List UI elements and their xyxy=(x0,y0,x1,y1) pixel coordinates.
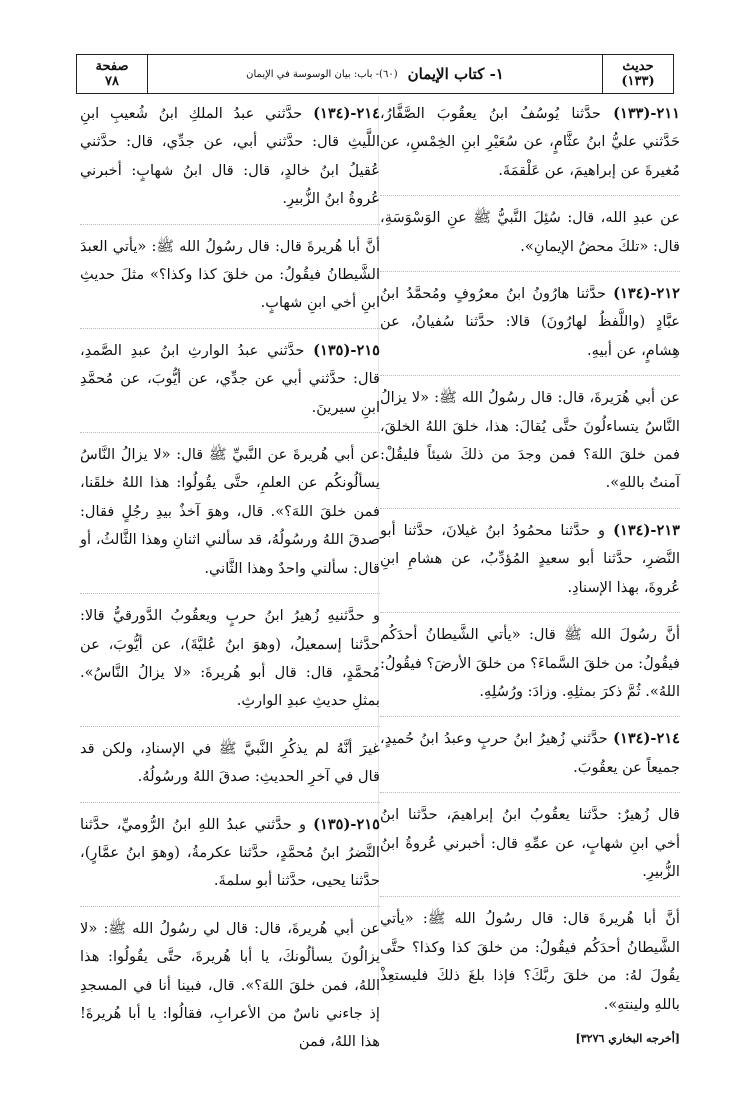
page-header xyxy=(76,54,674,94)
left-column xyxy=(80,100,380,1067)
divider xyxy=(80,432,380,433)
paragraph-text: أنَّ أبا هُريرةَ قال: قال رسُولُ الله ﷺ: «يأتي العبدَ الشَّيطانُ فيقُولُ: من خلقَ كذا وكذا؟» مثلَ حديثِ ابنِ أخي ابنِ شهابٍ. xyxy=(80,237,380,312)
paragraph-text: حدَّثني عبدُ الملكِ ابنُ شُعيبِ ابنِ اللَّيثِ قال: حدَّثني أبي، عن جدِّي، قال: حدَّثني عُقيلُ ابنُ خالدٍ، قال: قال ابنُ شهابٍ: أخبرني عُروةُ ابنُ الزُّبيرِ. xyxy=(80,105,380,208)
paragraph-text: حدَّثنا هارُونُ ابنُ معرُوفٍ ومُحمَّدُ ابنُ عبَّادٍ (واللَّفظُ لهارُونَ) قالا: حدَّثنا سُفيانُ، عن هِشامٍ، عن أبيهِ. xyxy=(380,285,680,359)
paragraph-text: حدَّثني زُهيرُ ابنُ حربٍ وعبدُ ابنُ حُميدٍ، جميعاً عن يعقُوبَ. xyxy=(380,730,680,776)
book-title: ١- كتاب الإيمان xyxy=(407,65,504,83)
hadith-ref: ٢١٥-(١٣٥) xyxy=(313,815,380,833)
paragraph xyxy=(80,337,380,422)
page-label: صفحة xyxy=(95,59,129,74)
divider xyxy=(380,508,680,509)
header-title xyxy=(148,55,602,93)
hadith-ref: ٢١٣-(١٣٤) xyxy=(613,521,680,539)
paragraph-text: عن عبدِ الله، قال: سُئِلَ النَّبيُّ ﷺ عنِ الوَسْوَسَةِ، قال: «تلكَ محضُ الإيمانِ». xyxy=(380,209,680,255)
right-column xyxy=(380,100,680,1053)
footnote: [أخرجه البخاري ٣٢٧٦] xyxy=(575,1031,680,1045)
paragraph xyxy=(380,905,680,1019)
paragraph-text: و حدَّثنا محمُودُ ابنُ غيلانَ، حدَّثنا أبو النَّضرِ، حدَّثنا أبو سعيدٍ المُؤدِّبُ، عن هشامِ ابنِ عُروةَ، بهذا الإسنادِ. xyxy=(380,521,680,596)
paragraph xyxy=(80,602,380,716)
divider xyxy=(380,716,680,717)
paragraph-text: عن أبي هُريرةَ عن النَّبيِّ ﷺ قال: «لا يزالُ النَّاسُ يسألُونكُم عن العلمِ، حتَّى يقُولُوا: هذا اللهُ خلقَنا، فمن خلقَ اللهَ؟». قال، وهوَ آخذٌ بيدِ رجُلٍ فقال: صدقَ اللهُ ورسُولُهُ، قد سألني اثنانِ وهذا الثَّالثُ، أو قال: سألني واحدٌ وهذا الثَّاني. xyxy=(80,446,380,577)
chapter-title: (٦٠)- باب: بيان الوسوسة في الإيمان xyxy=(246,68,398,80)
paragraph-text: أنَّ أبا هُريرةَ قال: قال رسُولُ الله ﷺ: «يأتي الشَّيطانُ أحدَكُم فيقُولُ: من خلقَ كذا وكذا؟ حتَّى يقُولَ لهُ: من خلقَ ربَّكَ؟ فإذا بلغَ ذلكَ فليستعِذْ باللهِ ولينتهِ». xyxy=(380,910,680,1013)
divider xyxy=(80,593,380,594)
hadith-number: (١٣٣) xyxy=(621,74,655,89)
hadith-ref: ٢١٤-(١٣٤) xyxy=(613,730,680,748)
divider xyxy=(80,328,380,329)
paragraph xyxy=(380,725,680,782)
paragraph-text: و حدَّثني عبدُ اللهِ ابنُ الرُّوميِّ، حدَّثنا النَّضرُ ابنُ مُحمَّدٍ، حدَّثنا عكرمةُ، (وهوَ ابنُ عمَّارٍ)، حدَّثنا يحيى، حدَّثنا أبو سلمةَ. xyxy=(80,815,380,890)
divider xyxy=(380,271,680,272)
paragraph xyxy=(80,233,380,318)
divider xyxy=(380,195,680,196)
paragraph xyxy=(80,811,380,896)
divider xyxy=(380,792,680,793)
paragraph xyxy=(380,280,680,365)
paragraph xyxy=(380,621,680,706)
hadith-ref: ٢١٥-(١٣٥) xyxy=(313,341,380,359)
page-number: ٧٨ xyxy=(105,74,119,89)
hadith-ref: ٢١١-(١٣٣) xyxy=(613,105,680,122)
paragraph xyxy=(380,801,680,886)
divider xyxy=(380,612,680,613)
paragraph xyxy=(80,915,380,1057)
divider xyxy=(380,375,680,376)
paragraph-text: و حدَّثنيهِ زُهيرُ ابنُ حربٍ ويعقُوبُ الدَّورقيُّ قالا: حدَّثنا إسمعيلُ، (وهوَ ابنُ عُليَّةَ)، عن أيُّوبَ، عن مُحمَّدٍ، قال: قال أبو هُريرةَ: «لا يزالُ النَّاسُ». بمثلِ حديثِ عبدِ الوارثِ. xyxy=(80,607,380,710)
hadith-ref: ٢١٢-(١٣٤) xyxy=(613,285,680,303)
paragraph-text: عن أبي هُريرةَ، قال: قال لي رسُولُ الله ﷺ: «لا يزالُونَ يسألُونكَ، يا أبا هُريرةَ، حتَّى يقُولُوا: هذا اللهُ، فمن خلقَ اللهَ؟». قال، فبينا أنا في المسجدِ إذ جاءني ناسٌ من الأعرابِ، فقالُوا: يا أبا هُريرةَ! هذا اللهُ، فمن xyxy=(80,919,380,1051)
paragraph xyxy=(380,517,680,602)
divider xyxy=(380,896,680,897)
divider xyxy=(80,224,380,225)
paragraph xyxy=(80,441,380,583)
paragraph-text: حدَّثنا يُوسُفُ ابنُ يعقُوبَ الصَّفَّارُ، حَدَّثني عليُّ ابنُ عثَّامٍ، عن سُعَيْرِ ابنِ الخِمْسِ، عن مُغيرةَ عن إبراهيمَ، عن عَلْقمَةَ. xyxy=(380,105,680,179)
paragraph-text: عن أبي هُرَيرةَ، قال: قال رسُولُ الله ﷺ: «لا يزالُ النَّاسُ يتساءلُونَ حتَّى يُقالَ: هذا، خلقَ اللهُ الخلقَ، فمن خلقَ اللهَ؟ فمن وجدَ من ذلكَ شيئاً فليقُلْ: آمنتُ باللهِ». xyxy=(380,389,680,492)
hadith-number-box xyxy=(602,55,673,93)
divider xyxy=(80,802,380,803)
paragraph xyxy=(380,100,680,185)
paragraph xyxy=(80,735,380,792)
hadith-label: حديث xyxy=(622,59,654,74)
paragraph-text: أنَّ رسُولَ الله ﷺ قال: «يأتي الشَّيطانُ أحدَكُم فيقُولُ: من خلقَ السَّماءَ؟ من خلقَ الأرضَ؟ فيقُولُ: اللهُ». ثُمَّ ذكرَ بمثلِهِ. وزادَ: ورُسُلِهِ. xyxy=(380,626,680,700)
page-number-box xyxy=(77,55,148,93)
paragraph-text: قال زُهيرٌ: حدَّثنا يعقُوبُ ابنُ إبراهيمَ، حدَّثنا ابنُ أخي ابنِ شهابٍ، عن عمِّهِ قال: أخبرني عُروةُ ابنُ الزُّبيرِ. xyxy=(380,806,680,880)
paragraph-text: غيرَ أنَّهُ لم يذكُرِ النَّبيَّ ﷺ في الإسنادِ، ولكن قد قال في آخرِ الحديثِ: صدقَ اللهُ ورسُولُهُ. xyxy=(80,739,380,786)
paragraph xyxy=(380,384,680,498)
paragraph-text: حدَّثني عبدُ الوارثِ ابنُ عبدِ الصَّمدِ، قال: حدَّثني أبي عن جدِّي، عن أيُّوبَ، عن مُحمَّدِ ابنِ سيرينَ. xyxy=(80,341,380,416)
paragraph xyxy=(80,100,380,214)
paragraph xyxy=(380,204,680,261)
divider xyxy=(80,726,380,727)
hadith-ref: ٢١٤-(١٣٤) xyxy=(313,105,380,122)
divider xyxy=(80,906,380,907)
